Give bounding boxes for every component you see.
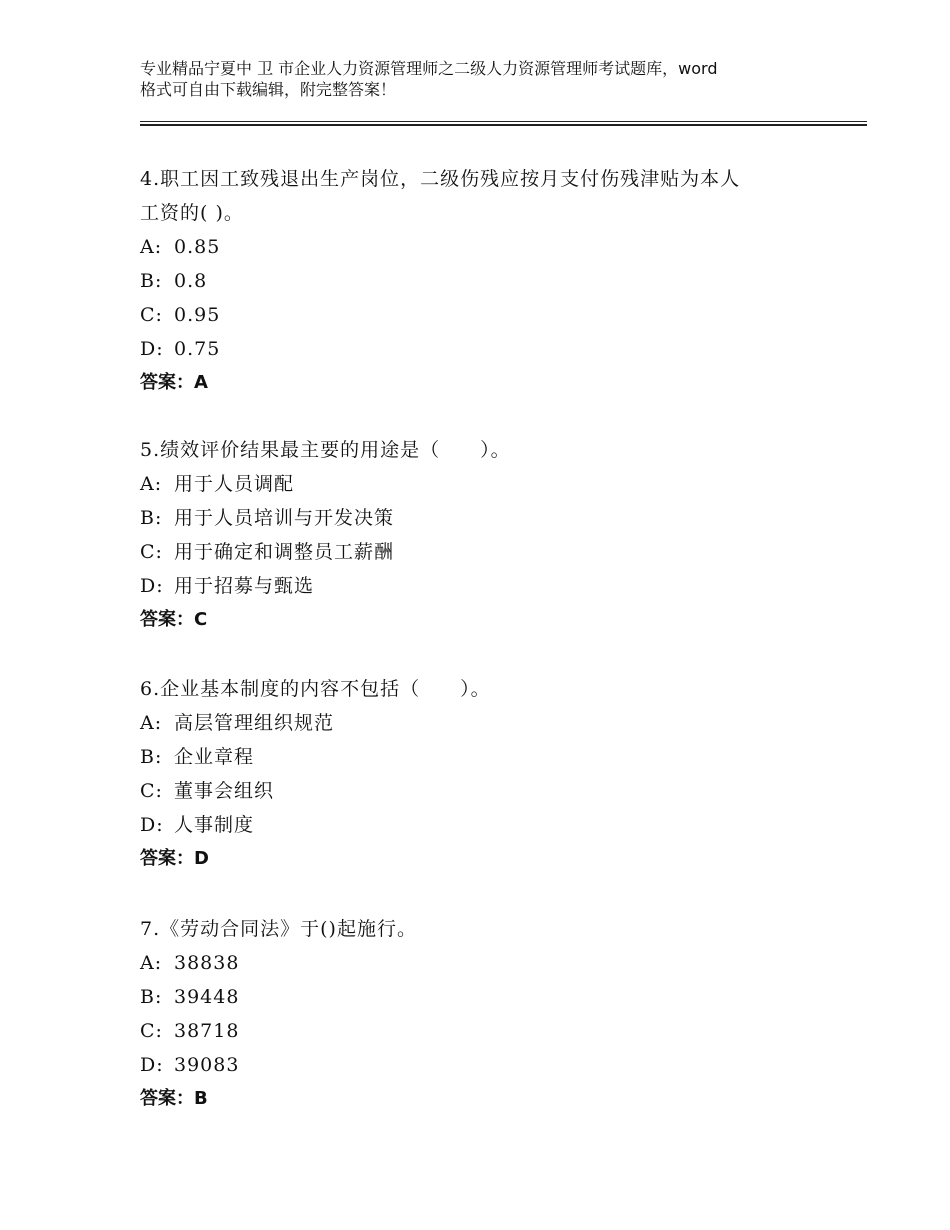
- option-text: 38718: [174, 1020, 240, 1042]
- option-text: 0.75: [174, 338, 221, 360]
- option-text: 企业章程: [174, 746, 255, 768]
- question-block: [140, 912, 830, 1116]
- option-c: [140, 298, 830, 332]
- option-d: [140, 1048, 830, 1082]
- option-text: 高层管理组织规范: [174, 712, 335, 734]
- question-text: [140, 672, 830, 706]
- option-key: A:: [140, 473, 163, 495]
- option-key: A:: [140, 236, 163, 258]
- option-key: D:: [140, 1054, 164, 1076]
- option-key: C:: [140, 1020, 163, 1042]
- option-c: [140, 774, 830, 808]
- option-b: [140, 501, 830, 535]
- answer-label: 答案：A: [140, 372, 208, 393]
- option-key: A:: [140, 952, 163, 974]
- option-c: [140, 1014, 830, 1048]
- question-line: 工资的( )。: [140, 202, 244, 224]
- option-key: A:: [140, 712, 163, 734]
- option-text: 39448: [174, 986, 240, 1008]
- option-key: B:: [140, 270, 163, 292]
- option-c: [140, 535, 830, 569]
- question-block: [140, 433, 830, 637]
- question-line: 5.绩效评价结果最主要的用途是（ ）。: [140, 439, 511, 461]
- option-a: [140, 230, 830, 264]
- question-text: [140, 912, 830, 946]
- option-text: 39083: [174, 1054, 240, 1076]
- option-b: [140, 980, 830, 1014]
- option-d: [140, 569, 830, 603]
- header-divider-thin: [140, 121, 867, 122]
- option-key: C:: [140, 541, 163, 563]
- option-b: [140, 264, 830, 298]
- option-a: [140, 467, 830, 501]
- option-key: C:: [140, 304, 163, 326]
- question-line: 7.《劳动合同法》于()起施行。: [140, 918, 417, 940]
- answer-label: 答案：B: [140, 1088, 208, 1109]
- question-line: 6.企业基本制度的内容不包括（ ）。: [140, 678, 491, 700]
- option-key: B:: [140, 507, 163, 529]
- option-text: 人事制度: [174, 814, 255, 836]
- option-text: 用于确定和调整员工薪酬: [174, 541, 395, 563]
- option-a: [140, 946, 830, 980]
- option-key: D:: [140, 814, 164, 836]
- question-line: 4.职工因工致残退出生产岗位，二级伤残应按月支付伤残津贴为本人: [140, 168, 741, 190]
- header-line-2: 格式可自由下载编辑，附完整答案！: [140, 80, 397, 99]
- option-key: C:: [140, 780, 163, 802]
- question-text: [140, 433, 830, 467]
- answer-label: 答案：C: [140, 609, 208, 630]
- option-text: 0.8: [174, 270, 208, 292]
- answer-label: 答案：D: [140, 848, 209, 869]
- header-divider-thick: [140, 124, 867, 126]
- option-d: [140, 808, 830, 842]
- option-key: B:: [140, 746, 163, 768]
- option-text: 用于招募与甄选: [174, 575, 315, 597]
- option-b: [140, 740, 830, 774]
- option-d: [140, 332, 830, 366]
- document-header: [140, 58, 840, 100]
- option-text: 38838: [174, 952, 240, 974]
- option-text: 用于人员培训与开发决策: [174, 507, 395, 529]
- option-text: 0.95: [174, 304, 221, 326]
- question-text: [140, 162, 830, 230]
- option-key: D:: [140, 338, 164, 360]
- question-block: [140, 162, 830, 400]
- question-block: [140, 672, 830, 876]
- option-text: 董事会组织: [174, 780, 275, 802]
- header-line-1: 专业精品宁夏中 卫 市企业人力资源管理师之二级人力资源管理师考试题库，word: [140, 59, 718, 78]
- option-a: [140, 706, 830, 740]
- option-key: B:: [140, 986, 163, 1008]
- option-text: 0.85: [174, 236, 221, 258]
- option-key: D:: [140, 575, 164, 597]
- option-text: 用于人员调配: [174, 473, 295, 495]
